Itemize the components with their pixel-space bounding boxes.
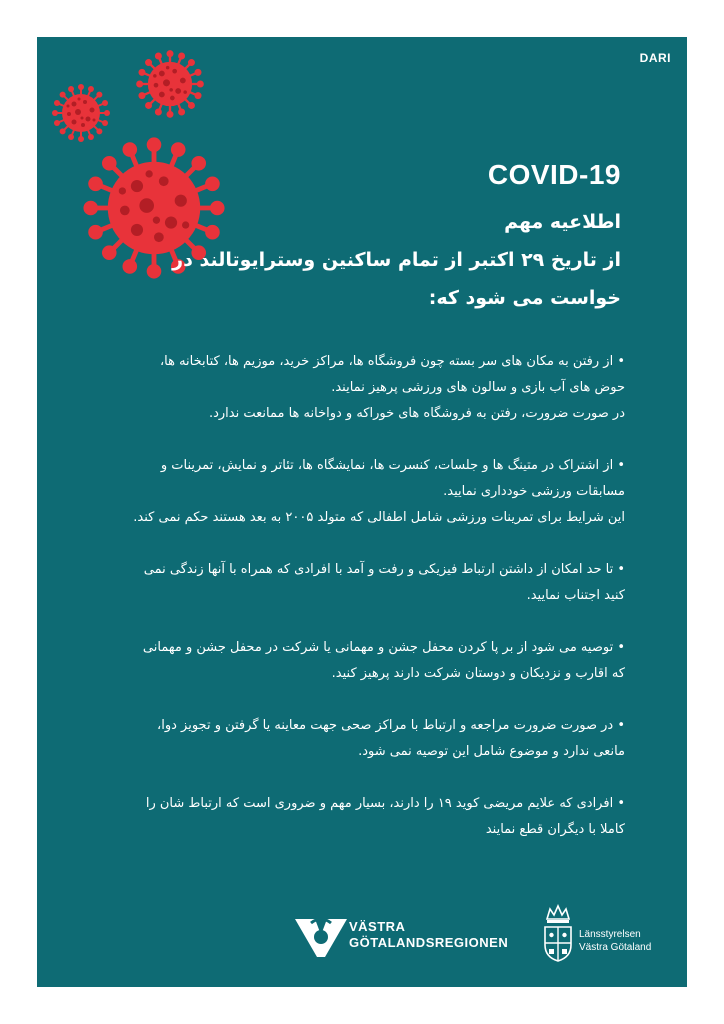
lst-logo-text-line1: Länsstyrelsen [579,929,641,940]
bullet-paragraph-4 [65,635,625,687]
paragraph-line: • تا حد امکان از داشتن ارتباط فیزیکی و رفت و آمد با افرادی که همراه با آنها زندگی نمی [143,562,625,577]
paragraph-line: این شرایط برای تمرینات ورزشی شامل اطفالی که متولد ۲۰۰۵ به بعد هستند حکم نمی کند. [133,510,625,525]
notice-heading [151,203,621,317]
crown-crest-icon [541,903,575,963]
heading-line: اطلاعیه مهم [504,211,621,233]
vastra-gotalandsregionen-logo [295,913,525,963]
virus-icon-small-top [135,49,205,119]
vgr-logo-text-line1: VÄSTRA [349,919,406,934]
paragraph-line: مانعی ندارد و موضوع شامل این توصیه نمی شود. [358,744,625,759]
notice-body [65,349,625,869]
lansstyrelsen-logo [541,903,681,967]
paragraph-line: • افرادی که علایم مریضی کوید ۱۹ را دارند، بسیار مهم و ضروری است که ارتباط شان را [145,796,625,811]
language-tag: DARI [639,51,671,65]
heading-line: از تاریخ ۲۹ اکتبر از تمام ساکنین وسترایوتالند در [172,249,621,271]
paragraph-line: • توصیه می شود از بر پا کردن محفل جشن و مهمانی یا شرکت در محفل جشن و مهمانی [142,640,625,655]
paragraph-line: که اقارب و نزدیکان و دوستان شرکت دارند پرهیز کنید. [331,666,625,681]
bullet-paragraph-3 [65,557,625,609]
bullet-paragraph-1 [65,349,625,427]
bullet-paragraph-5 [65,713,625,765]
paragraph-line: حوض های آب بازی و سالون های ورزشی پرهیز نمایند. [331,380,625,395]
paragraph-line: • از اشتراک در متینگ ها و جلسات، کنسرت ها، نمایشگاه ها، تئاتر و نمایش، تمرینات و [160,458,625,473]
paragraph-line: مسابقات ورزشی خودداری نمایید. [443,484,625,499]
paragraph-line: کاملا با دیگران قطع نمایند [485,822,625,837]
covid-notice-poster [37,37,687,987]
paragraph-line: • از رفتن به مکان های سر بسته چون فروشگاه ها، مراکز خرید، موزیم ها، کتابخانه ها، [159,354,625,369]
heading-line: خواست می شود که: [428,287,621,309]
bullet-paragraph-2 [65,453,625,531]
paragraph-line: • در صورت ضرورت مراجعه و ارتباط با مراکز صحی جهت معاینه یا گرفتن و تجویز دوا، [157,718,625,733]
bullet-paragraph-6 [65,791,625,843]
page-title: COVID-19 [487,159,621,190]
lst-logo-text-line2: Västra Götaland [579,942,652,953]
paragraph-line: در صورت ضرورت، رفتن به فروشگاه های خوراکه و دواخانه ها ممانعت ندارد. [208,406,625,421]
paragraph-line: کنید اجتناب نمایید. [526,588,625,603]
vgr-logo-mark-icon [295,915,347,959]
virus-icon-small-left [51,83,111,143]
vgr-logo-text-line2: GÖTALANDSREGIONEN [349,935,509,950]
